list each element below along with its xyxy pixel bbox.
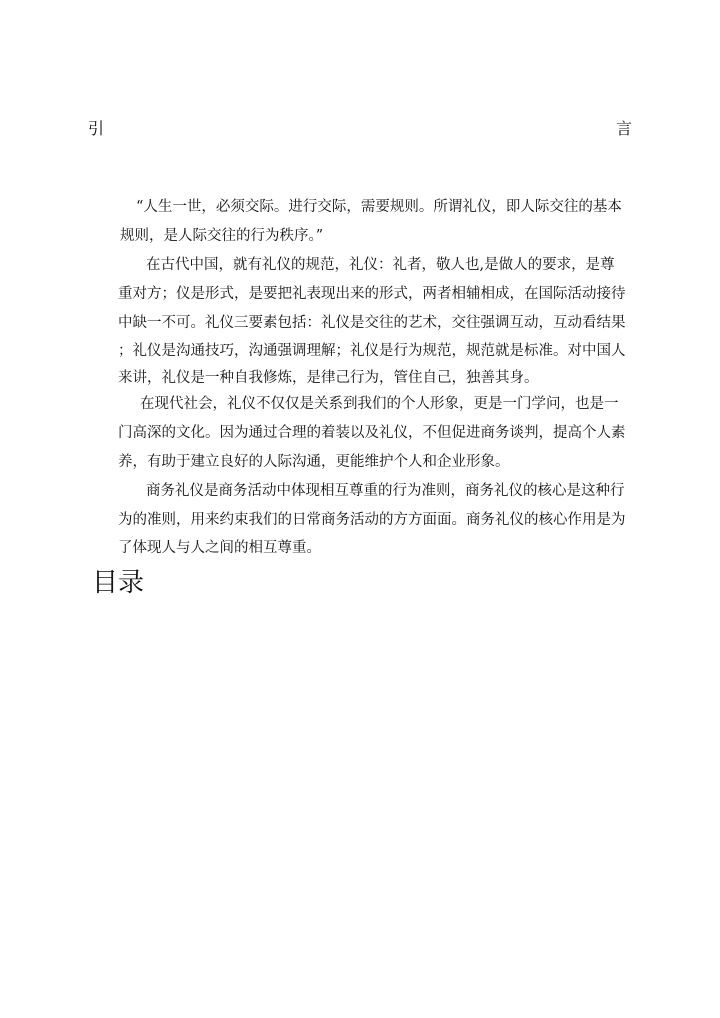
paragraph-2-line-2: 重对方；仪是形式，是要把礼表现出来的形式，两者相辅相成，在国际活动接待 bbox=[118, 286, 626, 302]
paragraph-3-line-2: 门高深的文化。因为通过合理的着装以及礼仪，不但促进商务谈判，提高个人素 bbox=[118, 425, 626, 441]
paragraph-2-line-3: 中缺一不可。礼仪三要素包括：礼仪是交往的艺术，交往强调互动，互动看结果 bbox=[118, 315, 626, 331]
paragraph-2-line-4: ；礼仪是沟通技巧，沟通强调理解；礼仪是行为规范，规范就是标准。对中国人 bbox=[118, 343, 626, 359]
paragraph-2-line-1: 在古代中国，就有礼仪的规范，礼仪：礼者，敬人也,是做人的要求，是尊 bbox=[146, 257, 615, 273]
paragraph-4-line-3: 了体现人与人之间的相互尊重。 bbox=[118, 540, 321, 556]
heading-right-char: 言 bbox=[616, 119, 633, 138]
paragraph-4-line-2: 为的准则，用来约束我们的日常商务活动的方方面面。商务礼仪的核心作用是为 bbox=[118, 512, 626, 528]
heading-left-char: 引 bbox=[88, 119, 105, 138]
paragraph-4-line-1: 商务礼仪是商务活动中体现相互尊重的行为准则，商务礼仪的核心是这种行 bbox=[146, 483, 625, 499]
paragraph-3-line-3: 养，有助于建立良好的人际沟通，更能维护个人和企业形象。 bbox=[118, 454, 510, 470]
toc-title: 目录 bbox=[92, 568, 145, 598]
paragraph-1-line-1: “人生一世，必须交际。进行交际，需要规则。所谓礼仪，即人际交往的基本 bbox=[136, 199, 622, 215]
paragraph-2-line-5: 来讲，礼仪是一种自我修炼，是律己行为，管住自己，独善其身。 bbox=[118, 370, 539, 386]
paragraph-1-line-2: 规则，是人际交往的行为秩序。” bbox=[120, 228, 324, 244]
paragraph-3-line-1: 在现代社会，礼仪不仅仅是关系到我们的个人形象，更是一门学问，也是一 bbox=[140, 396, 619, 412]
